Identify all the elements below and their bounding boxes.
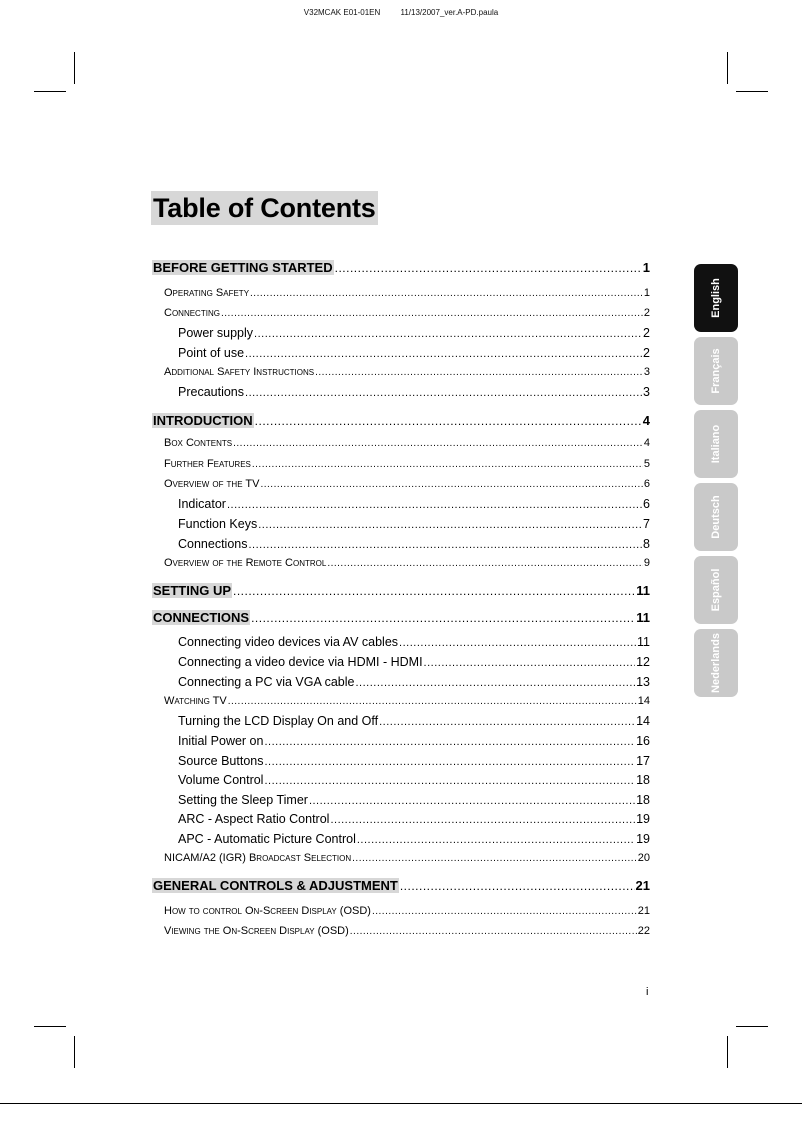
toc-entry-page: 21 — [637, 905, 650, 917]
toc-entry[interactable] — [152, 307, 650, 319]
toc-entry[interactable] — [152, 385, 650, 399]
toc-entry[interactable] — [152, 260, 650, 275]
crop-mark — [34, 1026, 66, 1027]
language-tab-label: Nederlands — [710, 633, 722, 693]
toc-entry[interactable] — [152, 754, 650, 768]
toc-entry-title: GENERAL CONTROLS & ADJUSTMENT — [153, 878, 398, 893]
toc-entry-page: 3 — [643, 366, 650, 378]
toc-dot-leader — [352, 853, 637, 864]
toc-entry-title: SETTING UP — [153, 583, 232, 598]
toc-entry-page: 5 — [643, 458, 650, 470]
toc-entry[interactable] — [152, 905, 650, 917]
toc-dot-leader — [245, 387, 642, 399]
toc-entry-page: 1 — [642, 260, 650, 275]
toc-dot-leader — [357, 834, 635, 846]
toc-entry[interactable] — [152, 812, 650, 826]
toc-entry-page: 2 — [643, 346, 650, 360]
toc-entry-page: 1 — [643, 287, 650, 299]
toc-entry-page: 7 — [643, 517, 650, 531]
toc-dot-leader — [264, 756, 635, 768]
toc-entry[interactable] — [152, 287, 650, 299]
toc-entry[interactable] — [152, 326, 650, 340]
toc-entry[interactable] — [152, 610, 650, 625]
crop-mark — [727, 52, 728, 84]
toc-entry-title: Source Buttons — [178, 754, 264, 768]
toc-entry-title: Initial Power on — [178, 734, 264, 748]
toc-dot-leader — [250, 288, 643, 299]
toc-dot-leader — [264, 736, 635, 748]
toc-entry[interactable] — [152, 366, 650, 378]
toc-entry[interactable] — [152, 714, 650, 728]
document-code: V32MCAK E01-01EN — [303, 8, 381, 17]
toc-entry-title: Precautions — [178, 385, 245, 399]
toc-entry-page: 22 — [637, 925, 650, 937]
toc-entry[interactable] — [152, 478, 650, 490]
language-tab-2[interactable] — [694, 410, 738, 478]
toc-dot-leader — [254, 328, 642, 340]
toc-entry-page: 13 — [636, 675, 650, 689]
toc-dot-leader — [260, 479, 642, 490]
toc-entry[interactable] — [152, 537, 650, 551]
toc-dot-leader — [424, 657, 636, 669]
toc-dot-leader — [221, 308, 643, 319]
toc-entry-page: 16 — [636, 734, 650, 748]
language-tab-5[interactable] — [694, 629, 738, 697]
toc-entry-page: 17 — [636, 754, 650, 768]
toc-dot-leader — [350, 926, 637, 937]
toc-entry-title: Function Keys — [178, 517, 258, 531]
toc-entry-page: 2 — [643, 326, 650, 340]
toc-entry-title: Connections — [178, 537, 248, 551]
crop-mark — [736, 91, 768, 92]
toc-entry-title: BEFORE GETTING STARTED — [153, 260, 333, 275]
toc-entry[interactable] — [152, 852, 650, 864]
language-tab-label: English — [710, 278, 722, 318]
toc-dot-leader — [264, 775, 635, 787]
toc-entry-page: 6 — [643, 478, 650, 490]
crop-mark — [74, 1036, 75, 1068]
toc-entry-page: 2 — [643, 307, 650, 319]
page-title: Table of Contents — [153, 193, 376, 223]
language-tab-0[interactable] — [694, 264, 738, 332]
toc-entry-title: Further Features — [164, 458, 251, 470]
toc-entry[interactable] — [152, 583, 650, 598]
toc-entry-title: CONNECTIONS — [153, 610, 250, 625]
toc-entry-title: Overview of the Remote Control — [164, 557, 327, 569]
toc-dot-leader — [327, 558, 643, 569]
toc-entry[interactable] — [152, 635, 650, 649]
toc-entry-page: 11 — [636, 610, 650, 625]
crop-mark — [736, 1026, 768, 1027]
toc-entry-page: 14 — [636, 714, 650, 728]
page-number: i — [646, 986, 649, 998]
toc-dot-leader — [399, 637, 636, 649]
toc-dot-leader — [356, 677, 636, 689]
toc-dot-leader — [335, 261, 642, 275]
toc-entry-title: NICAM/A2 (IGR) Broadcast Selection — [164, 852, 352, 864]
toc-entry-title: Additional Safety Instructions — [164, 366, 315, 378]
toc-entry[interactable] — [152, 695, 650, 707]
toc-entry[interactable] — [152, 878, 650, 893]
toc-dot-leader — [228, 696, 637, 707]
toc-entry-page: 11 — [637, 635, 650, 649]
toc-entry-title: Watching TV — [164, 695, 227, 707]
toc-entry-page: 19 — [636, 832, 650, 846]
toc-dot-leader — [227, 499, 642, 511]
print-header — [0, 8, 802, 17]
crop-mark — [727, 1036, 728, 1068]
toc-entry-title: APC - Automatic Picture Control — [178, 832, 356, 846]
toc-entry-title: Overview of the TV — [164, 478, 260, 490]
toc-entry-title: How to control On-Screen Display (OSD) — [164, 905, 371, 917]
toc-entry-title: Point of use — [178, 346, 245, 360]
toc-dot-leader — [245, 348, 642, 360]
toc-entry-page: 9 — [643, 557, 650, 569]
toc-entry[interactable] — [152, 497, 650, 511]
toc-dot-leader — [309, 795, 635, 807]
toc-entry-title: Volume Control — [178, 773, 264, 787]
toc-entry-page: 4 — [642, 413, 650, 428]
toc-entry-title: INTRODUCTION — [153, 413, 253, 428]
toc-entry-page: 8 — [643, 537, 650, 551]
toc-dot-leader — [258, 519, 642, 531]
toc-entry-page: 3 — [643, 385, 650, 399]
toc-entry[interactable] — [152, 437, 650, 449]
toc-entry-title: Connecting a video device via HDMI - HDMI — [178, 655, 423, 669]
toc-entry-page: 12 — [636, 655, 650, 669]
language-tab-label: Deutsch — [710, 495, 722, 539]
toc-dot-leader — [233, 584, 635, 598]
language-tab-1[interactable] — [694, 337, 738, 405]
toc-entry-page: 11 — [636, 583, 650, 598]
toc-entry-title: Connecting a PC via VGA cable — [178, 675, 355, 689]
document-date-version: 11/13/2007_ver.A-PD.paula — [400, 8, 499, 17]
toc-dot-leader — [400, 879, 635, 893]
toc-entry[interactable] — [152, 346, 650, 360]
language-tab-label: Français — [710, 348, 722, 394]
toc-entry[interactable] — [152, 655, 650, 669]
toc-entry-page: 20 — [637, 852, 650, 864]
toc-entry-title: Operating Safety — [164, 287, 250, 299]
language-tab-label: Italiano — [710, 424, 722, 464]
crop-mark — [74, 52, 75, 84]
toc-entry[interactable] — [152, 517, 650, 531]
toc-entry[interactable] — [152, 413, 650, 428]
language-tab-label: Español — [710, 568, 722, 612]
toc-dot-leader — [249, 539, 643, 551]
toc-entry-page: 19 — [636, 812, 650, 826]
toc-dot-leader — [252, 459, 643, 470]
toc-entry[interactable] — [152, 734, 650, 748]
toc-entry[interactable] — [152, 925, 650, 937]
toc-entry-title: Connecting — [164, 307, 220, 319]
toc-entry-title: Setting the Sleep Timer — [178, 793, 308, 807]
toc-dot-leader — [315, 367, 643, 378]
toc-entry-title: Box Contents — [164, 437, 233, 449]
toc-dot-leader — [251, 611, 635, 625]
toc-entry[interactable] — [152, 557, 650, 569]
toc-entry-page: 18 — [636, 773, 650, 787]
toc-entry-title: ARC - Aspect Ratio Control — [178, 812, 330, 826]
toc-entry[interactable] — [152, 458, 650, 470]
toc-entry-page: 4 — [643, 437, 650, 449]
toc-entry-page: 18 — [636, 793, 650, 807]
toc-dot-leader — [330, 814, 635, 826]
toc-entry-title: Power supply — [178, 326, 254, 340]
toc-entry[interactable] — [152, 832, 650, 846]
toc-entry[interactable] — [152, 675, 650, 689]
language-tab-3[interactable] — [694, 483, 738, 551]
toc-entry-page: 6 — [643, 497, 650, 511]
toc-entry-page: 14 — [637, 695, 650, 707]
toc-entry-title: Viewing the On-Screen Display (OSD) — [164, 925, 349, 937]
toc-entry-title: Connecting video devices via AV cables — [178, 635, 399, 649]
toc-dot-leader — [255, 414, 642, 428]
toc-dot-leader — [379, 716, 635, 728]
page-bottom-rule — [0, 1103, 802, 1104]
toc-entry[interactable] — [152, 793, 650, 807]
toc-entry-page: 21 — [635, 878, 650, 893]
toc-dot-leader — [233, 438, 643, 449]
toc-entry-title: Indicator — [178, 497, 226, 511]
language-tab-4[interactable] — [694, 556, 738, 624]
toc-entry[interactable] — [152, 773, 650, 787]
crop-mark — [34, 91, 66, 92]
toc-dot-leader — [372, 906, 637, 917]
toc-entry-title: Turning the LCD Display On and Off — [178, 714, 379, 728]
